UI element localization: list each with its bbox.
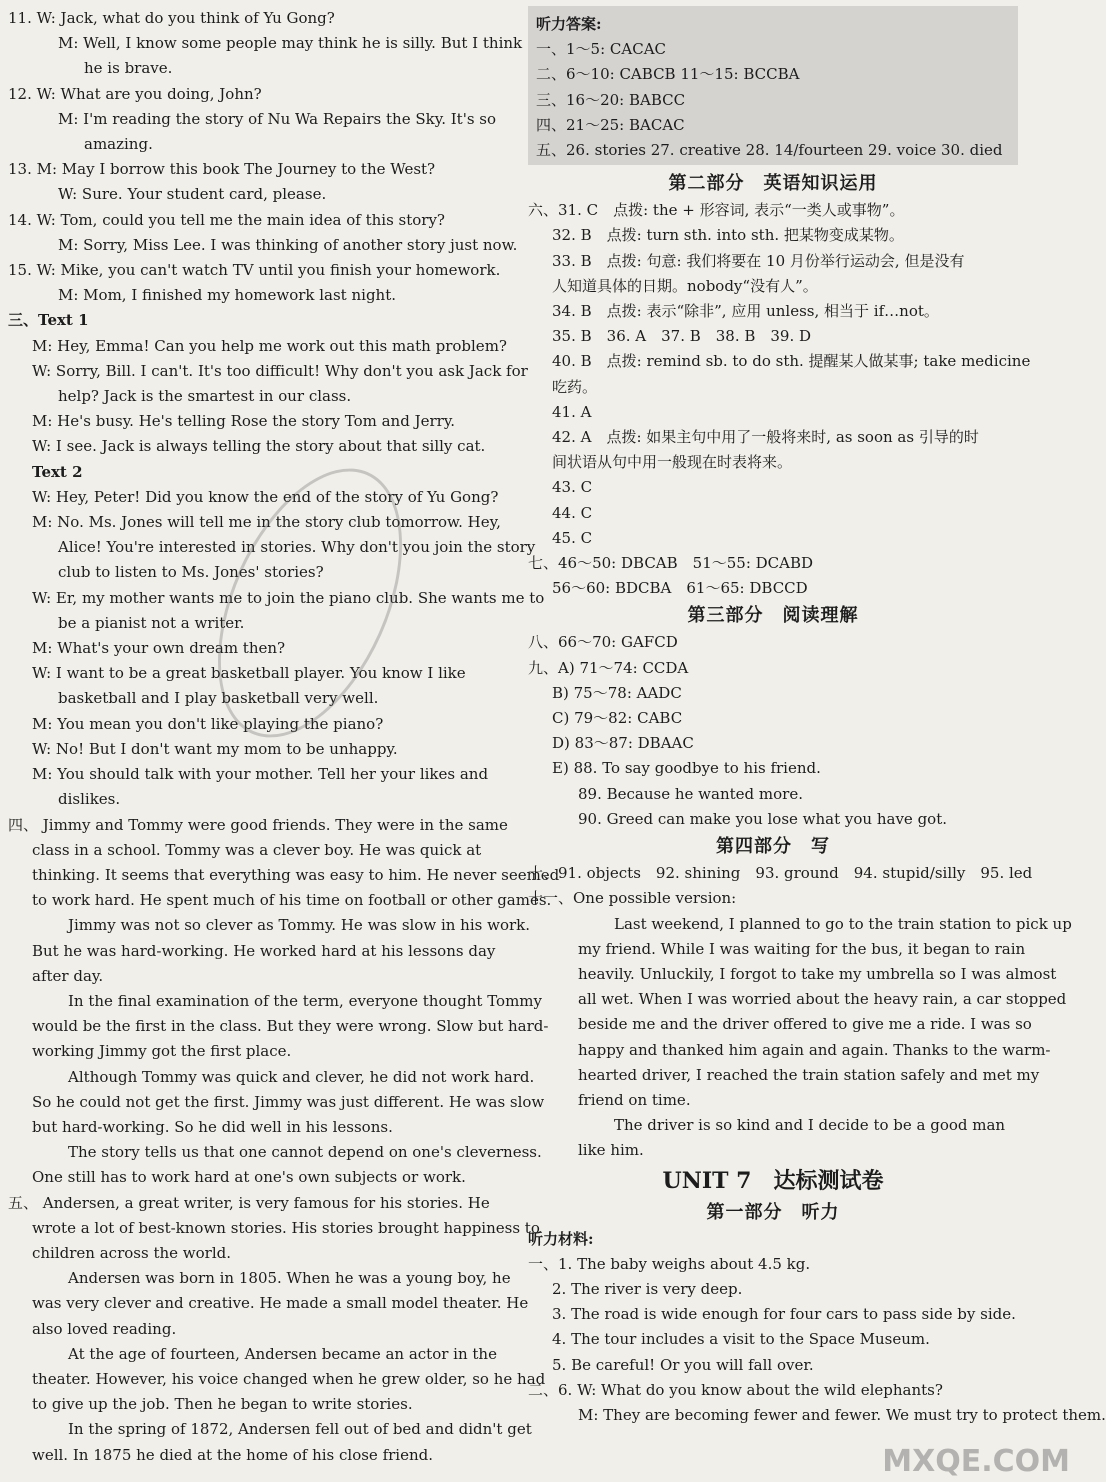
left-line: amazing.	[84, 135, 153, 154]
left-line: children across the world.	[32, 1243, 231, 1262]
left-line: 14. W: Tom, could you tell me the main idea of this story?	[8, 210, 445, 229]
left-line: In the spring of 1872, Andersen fell out of bed and didn't get	[68, 1420, 532, 1439]
left-line: help? Jack is the smartest in our class.	[58, 387, 352, 406]
right-line: 第四部分 写	[716, 836, 830, 858]
left-line: M: Mom, I finished my homework last night.	[58, 286, 396, 305]
left-line: was very clever and creative. He made a small model theater. He	[32, 1294, 529, 1313]
left-line: M: I'm reading the story of Nu Wa Repairs the Sky. It's so	[58, 109, 497, 128]
left-line: 13. M: May I borrow this book The Journey to the West?	[8, 160, 436, 179]
left-line: Although Tommy was quick and clever, he did not work hard.	[68, 1067, 535, 1086]
left-column	[8, 6, 560, 1468]
left-line: also loved reading.	[32, 1319, 177, 1338]
right-line: 41. A	[552, 402, 592, 421]
right-line: 听力材料:	[528, 1229, 594, 1248]
left-line: So he could not get the first. Jimmy was just different. He was slow	[32, 1092, 545, 1111]
left-line: wrote a lot of best-known stories. His stories brought happiness to	[32, 1218, 540, 1237]
right-line: 35. B 36. A 37. B 38. B 39. D	[552, 327, 812, 346]
left-line: M: Sorry, Miss Lee. I was thinking of another story just now.	[58, 235, 518, 254]
right-line: happy and thanked him again and again. Thanks to the warm-	[578, 1040, 1051, 1059]
right-line: 第一部分 听力	[706, 1201, 840, 1223]
right-line: 第二部分 英语知识运用	[668, 173, 878, 195]
left-line: club to listen to Ms. Jones' stories?	[58, 563, 324, 582]
answer-line: 一、1～5: CACAC	[536, 40, 667, 59]
left-line: M: Hey, Emma! Can you help me work out this math problem?	[32, 336, 507, 355]
left-line: W: Sorry, Bill. I can't. It's too difficult! Why don't you ask Jack for	[32, 361, 528, 380]
left-line: 15. W: Mike, you can't watch TV until you finish your homework.	[8, 261, 501, 280]
left-line: basketball and I play basketball very well.	[58, 689, 379, 708]
right-line: 吃药。	[552, 377, 598, 396]
right-line: friend on time.	[578, 1090, 691, 1109]
left-line: 11. W: Jack, what do you think of Yu Gong?	[8, 9, 335, 27]
right-line: 40. B 点拨: remind sb. to do sth. 提醒某人做某事; take medicine	[552, 352, 1031, 371]
answer-line: 四、21～25: BACAC	[536, 115, 685, 134]
answer-line: 听力答案:	[536, 15, 602, 33]
left-line: after day.	[32, 966, 104, 985]
right-column	[528, 6, 1106, 1428]
left-line: 12. W: What are you doing, John?	[8, 84, 262, 103]
left-line: M: No. Ms. Jones will tell me in the story club tomorrow. Hey,	[32, 513, 501, 532]
right-line: heavily. Unluckily, I forgot to take my umbrella so I was almost	[578, 964, 1057, 983]
right-line: all wet. When I was worried about the heavy rain, a car stopped	[578, 990, 1067, 1009]
left-line: be a pianist not a writer.	[58, 613, 245, 632]
right-line: 90. Greed can make you lose what you have got.	[578, 809, 948, 828]
right-line: 42. A 点拨: 如果主句中用了一般将来时, as soon as 引导的时	[552, 428, 979, 447]
right-line: 七、46～50: DBCAB 51～55: DCABD	[528, 554, 814, 573]
left-line: W: Er, my mother wants me to join the piano club. She wants me to	[32, 588, 545, 607]
answer-line: 三、16～20: BABCC	[536, 90, 686, 109]
right-line: 44. C	[552, 503, 593, 522]
left-line: thinking. It seems that everything was easy to him. He never seemed	[32, 865, 560, 884]
right-line: D) 83～87: DBAAC	[552, 734, 694, 753]
right-line: 34. B 点拨: 表示“除非”, 应用 unless, 相当于 if…not。	[552, 302, 939, 321]
left-line: Text 2	[32, 462, 83, 481]
left-line: M: What's your own dream then?	[32, 639, 286, 658]
answer-line: 五、26. stories 27. creative 28. 14/fourteen 29. voice 30. died	[536, 141, 1003, 160]
right-line: The driver is so kind and I decide to be a good man	[614, 1116, 1006, 1135]
left-line: The story tells us that one cannot depend on one's cleverness.	[68, 1143, 542, 1162]
right-line: beside me and the driver offered to give me a ride. I was so	[578, 1015, 1032, 1034]
right-line: B) 75～78: AADC	[552, 683, 682, 702]
right-line: 一、1. The baby weighs about 4.5 kg.	[528, 1254, 811, 1273]
left-line: dislikes.	[58, 790, 121, 809]
left-line: to work hard. He spent much of his time on football or other games.	[32, 891, 552, 910]
left-line: One still has to work hard at one's own subjects or work.	[32, 1168, 466, 1187]
right-line: my friend. While I was waiting for the bus, it began to rain	[578, 939, 1026, 958]
right-column-body	[528, 169, 1106, 1428]
left-line: working Jimmy got the first place.	[32, 1042, 292, 1061]
left-line: would be the first in the class. But they were wrong. Slow but hard-	[32, 1017, 549, 1036]
right-line: Last weekend, I planned to go to the train station to pick up	[614, 914, 1072, 933]
left-line: class in a school. Tommy was a clever boy. He was quick at	[32, 840, 482, 859]
left-line: but hard-working. So he did well in his lessons.	[32, 1117, 393, 1136]
listening-answers-box	[528, 6, 1018, 165]
left-line: But he was hard-working. He worked hard at his lessons day	[32, 941, 496, 960]
right-line: E) 88. To say goodbye to his friend.	[552, 759, 821, 778]
right-line: 4. The tour includes a visit to the Space Museum.	[552, 1330, 930, 1349]
left-line: Andersen was born in 1805. When he was a young boy, he	[68, 1269, 511, 1288]
right-line: 八、66～70: GAFCD	[528, 633, 678, 652]
left-line: W: I want to be a great basketball player. You know I like	[32, 664, 466, 683]
left-line: well. In 1875 he died at the home of his close friend.	[32, 1445, 434, 1464]
right-line: 43. C	[552, 478, 593, 497]
left-line: W: Sure. Your student card, please.	[58, 185, 327, 204]
right-line: 间状语从句中用一般现在时表将来。	[552, 453, 793, 472]
right-line: 56～60: BDCBA 61～65: DBCCD	[552, 579, 808, 598]
right-line: M: They are becoming fewer and fewer. We must try to protect them.	[578, 1405, 1106, 1424]
right-line: 32. B 点拨: turn sth. into sth. 把某物变成某物。	[552, 226, 904, 245]
left-line: M: Well, I know some people may think he is silly. But I think	[58, 34, 523, 53]
right-line: 二、6. W: What do you know about the wild elephants?	[528, 1380, 943, 1399]
left-line: W: Hey, Peter! Did you know the end of the story of Yu Gong?	[32, 487, 499, 506]
right-line: like him.	[578, 1141, 644, 1160]
right-line: 十一、One possible version:	[528, 889, 737, 908]
left-line: Alice! You're interested in stories. Why don't you join the story	[58, 538, 536, 557]
right-line: UNIT 7 达标测试卷	[662, 1167, 884, 1194]
left-line: theater. However, his voice changed when he grew older, so he had	[32, 1369, 546, 1388]
left-line: W: I see. Jack is always telling the story about that silly cat.	[32, 437, 486, 456]
right-line: 第三部分 阅读理解	[687, 605, 859, 627]
left-line: he is brave.	[84, 59, 173, 78]
right-line: 5. Be careful! Or you will fall over.	[552, 1355, 814, 1374]
right-line: 六、31. C 点拨: the + 形容词, 表示“一类人或事物”。	[528, 201, 905, 220]
right-line: C) 79～82: CABC	[552, 709, 683, 728]
left-line: M: You mean you don't like playing the piano?	[32, 714, 384, 733]
right-line: 33. B 点拨: 句意: 我们将要在 10 月份举行运动会, 但是没有	[552, 251, 965, 270]
right-line: 十、91. objects 92. shining 93. ground 94. stupid/silly 95. led	[528, 864, 1033, 883]
right-line: 人知道具体的日期。nobody“没有人”。	[552, 276, 818, 295]
answer-line: 二、6～10: CABCB 11～15: BCCBA	[536, 65, 800, 84]
right-line: 89. Because he wanted more.	[578, 784, 803, 803]
right-line: 3. The road is wide enough for four cars to pass side by side.	[552, 1305, 1016, 1324]
right-line: 2. The river is very deep.	[552, 1279, 743, 1298]
right-line: 45. C	[552, 528, 593, 547]
left-line: W: No! But I don't want my mom to be unhappy.	[32, 739, 398, 758]
right-line: 九、A) 71～74: CCDA	[528, 658, 689, 677]
left-line: In the final examination of the term, everyone thought Tommy	[68, 991, 543, 1010]
left-line: Jimmy was not so clever as Tommy. He was slow in his work.	[68, 916, 530, 935]
left-line: 四、 Jimmy and Tommy were good friends. They were in the same	[8, 815, 508, 834]
left-line: At the age of fourteen, Andersen became an actor in the	[68, 1344, 497, 1363]
left-line: 五、 Andersen, a great writer, is very famous for his stories. He	[8, 1193, 490, 1212]
left-line: to give up the job. Then he began to write stories.	[32, 1395, 413, 1414]
right-line: hearted driver, I reached the train station safely and met my	[578, 1065, 1040, 1084]
left-line: M: He's busy. He's telling Rose the story Tom and Jerry.	[32, 412, 456, 431]
site-watermark: MXQE.COM	[882, 1443, 1070, 1479]
left-line: 三、Text 1	[8, 311, 89, 330]
left-line: M: You should talk with your mother. Tell her your likes and	[32, 765, 489, 784]
